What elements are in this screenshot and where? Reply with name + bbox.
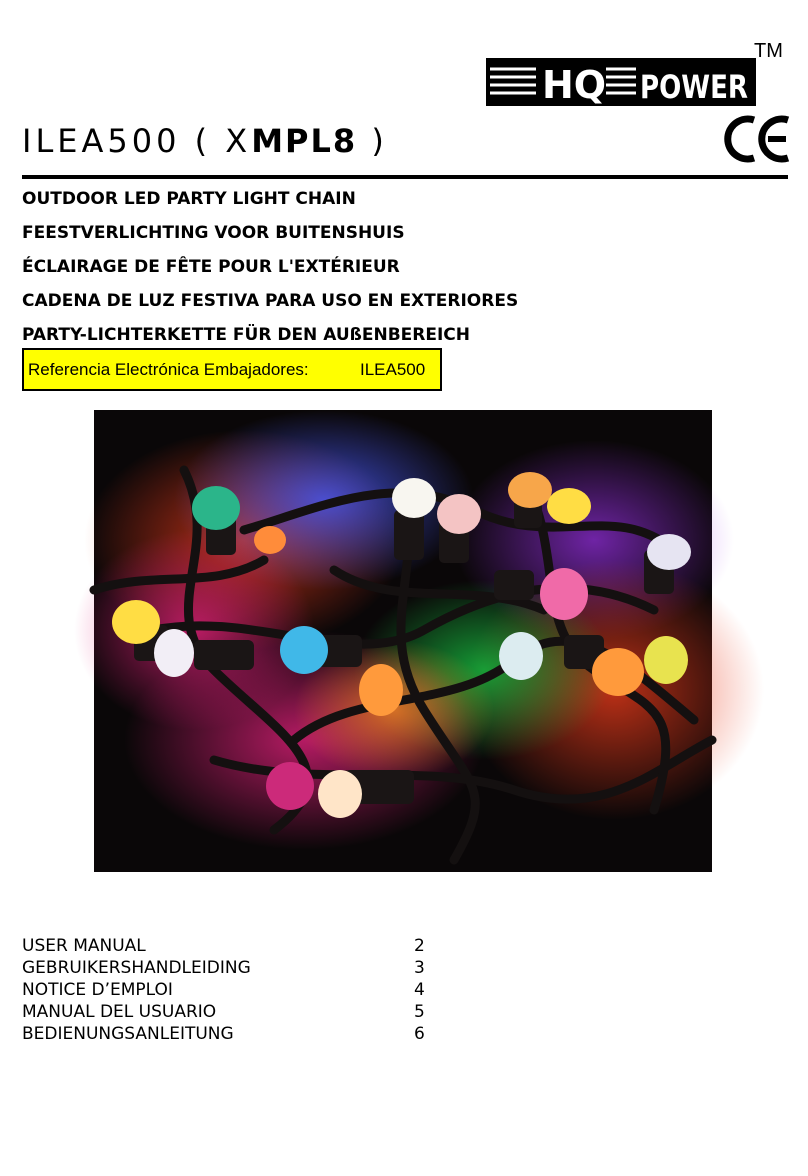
hqpower-logo-graphic	[486, 58, 756, 106]
ce-mark-icon	[724, 112, 792, 166]
heading-fr: ÉCLAIRAGE DE FÊTE POUR L'EXTÉRIEUR	[22, 257, 400, 277]
toc-item	[22, 958, 442, 980]
title-close: )	[371, 122, 388, 160]
trademark-mark: TM	[754, 40, 783, 62]
product-title	[22, 122, 388, 160]
toc-page: 3	[414, 958, 425, 978]
product-photo	[94, 410, 712, 872]
toc-page: 5	[414, 1002, 425, 1022]
reference-label: Referencia Electrónica Embajadores:	[28, 360, 309, 379]
brand-logo	[486, 58, 756, 106]
toc-label: BEDIENUNGSANLEITUNG	[22, 1024, 234, 1044]
code-prefix: X	[225, 122, 252, 160]
toc-page: 4	[414, 980, 425, 1000]
heading-de: PARTY-LICHTERKETTE FÜR DEN AUßENBEREICH	[22, 325, 471, 345]
toc-label: NOTICE D’EMPLOI	[22, 980, 173, 1000]
model-number: ILEA500 (	[22, 122, 212, 160]
table-of-contents	[22, 936, 442, 1046]
toc-item	[22, 936, 442, 958]
heading-nl: FEESTVERLICHTING VOOR BUITENSHUIS	[22, 223, 405, 243]
toc-item	[22, 980, 442, 1002]
toc-label: GEBRUIKERSHANDLEIDING	[22, 958, 251, 978]
toc-page: 2	[414, 936, 425, 956]
party-light-chain-image	[94, 410, 712, 872]
svg-text:POWER: POWER	[640, 68, 748, 106]
title-divider	[22, 175, 788, 179]
reference-value: ILEA500	[360, 360, 426, 379]
heading-es: CADENA DE LUZ FESTIVA PARA USO EN EXTERIORES	[22, 291, 519, 311]
toc-item	[22, 1002, 442, 1024]
product-headings	[22, 186, 518, 356]
toc-label: MANUAL DEL USUARIO	[22, 1002, 217, 1022]
toc-label: USER MANUAL	[22, 936, 146, 956]
heading-en: OUTDOOR LED PARTY LIGHT CHAIN	[22, 189, 356, 209]
reference-box	[22, 348, 442, 391]
product-code: MPL8	[251, 122, 358, 160]
toc-page: 6	[414, 1024, 425, 1044]
svg-text:HQ: HQ	[542, 63, 607, 107]
toc-item	[22, 1024, 442, 1046]
